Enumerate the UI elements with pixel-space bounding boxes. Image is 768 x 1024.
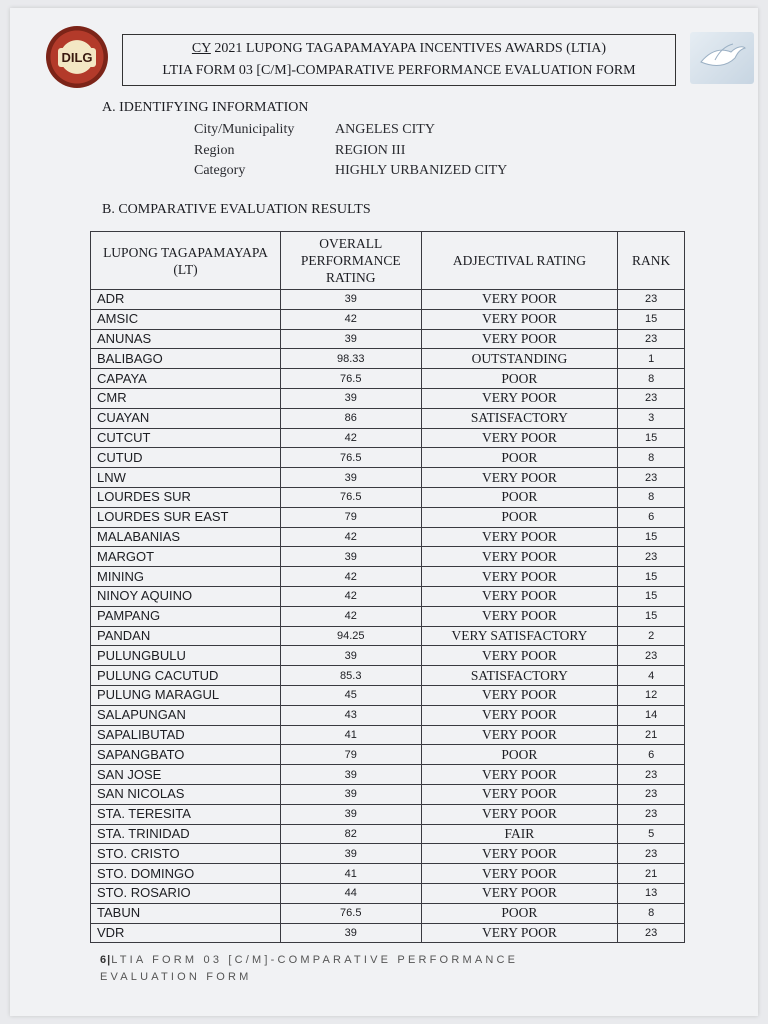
table-row: [91, 369, 685, 389]
table-row: [91, 567, 685, 587]
cell-lupong-name: STO. DOMINGO: [91, 864, 281, 884]
cell-lupong-name: ADR: [91, 290, 281, 310]
table-row: [91, 527, 685, 547]
cell-adjectival-rating: VERY POOR: [421, 290, 618, 310]
info-value: HIGHLY URBANIZED CITY: [335, 163, 508, 179]
cell-adjectival-rating: VERY POOR: [421, 646, 618, 666]
table-row: [91, 685, 685, 705]
cell-lupong-name: PULUNGBULU: [91, 646, 281, 666]
table-row: [91, 784, 685, 804]
column-header-overall-rating: OVERALL PERFORMANCE RATING: [281, 232, 422, 290]
cell-adjectival-rating: VERY POOR: [421, 309, 618, 329]
cell-lupong-name: PAMPANG: [91, 606, 281, 626]
document-page: [10, 8, 758, 1016]
title-line-1: [123, 38, 675, 60]
cell-lupong-name: TABUN: [91, 903, 281, 923]
cell-lupong-name: CMR: [91, 388, 281, 408]
dilg-seal-logo: [46, 26, 108, 88]
table-row: [91, 903, 685, 923]
cell-adjectival-rating: VERY POOR: [421, 428, 618, 448]
cell-adjectival-rating: POOR: [421, 369, 618, 389]
cell-overall-rating: 82: [281, 824, 422, 844]
column-header-lupong: LUPONG TAGAPAMAYAPA (LT): [91, 232, 281, 290]
cell-adjectival-rating: VERY POOR: [421, 527, 618, 547]
column-header-adjectival-rating: ADJECTIVAL RATING: [421, 232, 618, 290]
table-row: [91, 547, 685, 567]
cell-rank: 21: [618, 725, 685, 745]
cell-overall-rating: 42: [281, 567, 422, 587]
cell-lupong-name: VDR: [91, 923, 281, 943]
cell-adjectival-rating: VERY POOR: [421, 685, 618, 705]
cell-rank: 8: [618, 903, 685, 923]
seal-text: DILG: [58, 48, 95, 67]
cell-overall-rating: 79: [281, 745, 422, 765]
title-cy: CY: [191, 41, 211, 56]
page-footer: [100, 952, 620, 986]
cell-adjectival-rating: VERY POOR: [421, 844, 618, 864]
cell-adjectival-rating: VERY POOR: [421, 705, 618, 725]
cell-rank: 21: [618, 864, 685, 884]
cell-overall-rating: 42: [281, 309, 422, 329]
table-header-row: [91, 232, 685, 290]
cell-overall-rating: 76.5: [281, 487, 422, 507]
info-value: ANGELES CITY: [335, 122, 435, 138]
cell-rank: 15: [618, 567, 685, 587]
table-row: [91, 586, 685, 606]
cell-overall-rating: 98.33: [281, 349, 422, 369]
cell-overall-rating: 39: [281, 468, 422, 488]
cell-lupong-name: ANUNAS: [91, 329, 281, 349]
cell-overall-rating: 39: [281, 844, 422, 864]
evaluation-results-table: [90, 231, 685, 943]
cell-rank: 14: [618, 705, 685, 725]
info-row: [194, 120, 507, 141]
cell-adjectival-rating: VERY POOR: [421, 923, 618, 943]
cell-overall-rating: 42: [281, 586, 422, 606]
cell-adjectival-rating: VERY POOR: [421, 468, 618, 488]
cell-rank: 23: [618, 468, 685, 488]
cell-lupong-name: MARGOT: [91, 547, 281, 567]
cell-adjectival-rating: VERY SATISFACTORY: [421, 626, 618, 646]
cell-lupong-name: PANDAN: [91, 626, 281, 646]
cell-lupong-name: SAPALIBUTAD: [91, 725, 281, 745]
cell-overall-rating: 39: [281, 784, 422, 804]
cell-rank: 23: [618, 290, 685, 310]
cell-overall-rating: 76.5: [281, 369, 422, 389]
table-row: [91, 824, 685, 844]
cell-overall-rating: 39: [281, 765, 422, 785]
cell-lupong-name: SALAPUNGAN: [91, 705, 281, 725]
cell-adjectival-rating: VERY POOR: [421, 586, 618, 606]
table-row: [91, 349, 685, 369]
cell-rank: 13: [618, 883, 685, 903]
table-row: [91, 883, 685, 903]
cell-rank: 23: [618, 784, 685, 804]
cell-rank: 2: [618, 626, 685, 646]
cell-overall-rating: 39: [281, 646, 422, 666]
cell-overall-rating: 42: [281, 527, 422, 547]
cell-rank: 8: [618, 448, 685, 468]
cell-rank: 8: [618, 487, 685, 507]
cell-overall-rating: 39: [281, 923, 422, 943]
cell-overall-rating: 79: [281, 507, 422, 527]
cell-rank: 23: [618, 923, 685, 943]
cell-overall-rating: 94.25: [281, 626, 422, 646]
cell-lupong-name: NINOY AQUINO: [91, 586, 281, 606]
cell-overall-rating: 85.3: [281, 666, 422, 686]
cell-lupong-name: CUTCUT: [91, 428, 281, 448]
info-label: Region: [194, 142, 235, 158]
cell-overall-rating: 42: [281, 428, 422, 448]
cell-overall-rating: 44: [281, 883, 422, 903]
cell-lupong-name: LOURDES SUR: [91, 487, 281, 507]
cell-rank: 23: [618, 547, 685, 567]
info-row: [194, 141, 507, 162]
cell-lupong-name: MINING: [91, 567, 281, 587]
cell-overall-rating: 39: [281, 547, 422, 567]
info-value: REGION III: [335, 142, 406, 158]
cell-rank: 15: [618, 586, 685, 606]
cell-adjectival-rating: VERY POOR: [421, 329, 618, 349]
cell-lupong-name: SAPANGBATO: [91, 745, 281, 765]
info-row: [194, 161, 507, 182]
cell-overall-rating: 39: [281, 388, 422, 408]
cell-rank: 6: [618, 507, 685, 527]
table-row: [91, 606, 685, 626]
cell-overall-rating: 39: [281, 290, 422, 310]
page-number: 6: [100, 954, 108, 966]
title-line-2: LTIA FORM 03 [C/M]-COMPARATIVE PERFORMANCE EVALUATION FORM: [162, 63, 636, 78]
cell-rank: 15: [618, 428, 685, 448]
cell-lupong-name: LOURDES SUR EAST: [91, 507, 281, 527]
cell-rank: 15: [618, 309, 685, 329]
cell-adjectival-rating: POOR: [421, 903, 618, 923]
cell-rank: 23: [618, 804, 685, 824]
cell-lupong-name: SAN NICOLAS: [91, 784, 281, 804]
table-row: [91, 507, 685, 527]
cell-adjectival-rating: VERY POOR: [421, 725, 618, 745]
cell-overall-rating: 76.5: [281, 448, 422, 468]
cell-adjectival-rating: VERY POOR: [421, 567, 618, 587]
table-row: [91, 745, 685, 765]
cell-rank: 3: [618, 408, 685, 428]
cell-rank: 23: [618, 646, 685, 666]
cell-adjectival-rating: POOR: [421, 487, 618, 507]
cell-adjectival-rating: VERY POOR: [421, 388, 618, 408]
identifying-info: [194, 120, 507, 182]
table-row: [91, 844, 685, 864]
cell-lupong-name: SAN JOSE: [91, 765, 281, 785]
column-header-rank: RANK: [618, 232, 685, 290]
cell-adjectival-rating: POOR: [421, 745, 618, 765]
cell-adjectival-rating: VERY POOR: [421, 765, 618, 785]
cell-lupong-name: LNW: [91, 468, 281, 488]
cell-lupong-name: STO. ROSARIO: [91, 883, 281, 903]
cell-overall-rating: 86: [281, 408, 422, 428]
table-row: [91, 468, 685, 488]
table-row: [91, 725, 685, 745]
cell-overall-rating: 39: [281, 804, 422, 824]
table-row: [91, 487, 685, 507]
cell-overall-rating: 42: [281, 606, 422, 626]
cell-rank: 15: [618, 606, 685, 626]
table-row: [91, 448, 685, 468]
cell-lupong-name: PULUNG MARAGUL: [91, 685, 281, 705]
info-label: Category: [194, 163, 246, 179]
cell-rank: 12: [618, 685, 685, 705]
cell-lupong-name: AMSIC: [91, 309, 281, 329]
cell-adjectival-rating: VERY POOR: [421, 864, 618, 884]
table-row: [91, 705, 685, 725]
table-row: [91, 290, 685, 310]
footer-separator: |: [107, 954, 112, 966]
section-a-heading: A. IDENTIFYING INFORMATION: [102, 100, 309, 115]
table-row: [91, 666, 685, 686]
cell-adjectival-rating: SATISFACTORY: [421, 408, 618, 428]
cell-rank: 8: [618, 369, 685, 389]
cell-lupong-name: CUAYAN: [91, 408, 281, 428]
cell-adjectival-rating: VERY POOR: [421, 804, 618, 824]
cell-adjectival-rating: POOR: [421, 448, 618, 468]
cell-rank: 23: [618, 388, 685, 408]
cell-lupong-name: CUTUD: [91, 448, 281, 468]
cell-lupong-name: STO. CRISTO: [91, 844, 281, 864]
cell-adjectival-rating: VERY POOR: [421, 784, 618, 804]
table-row: [91, 646, 685, 666]
table-row: [91, 388, 685, 408]
cell-rank: 1: [618, 349, 685, 369]
cell-adjectival-rating: VERY POOR: [421, 883, 618, 903]
info-label: City/Municipality: [194, 122, 295, 138]
cell-lupong-name: PULUNG CACUTUD: [91, 666, 281, 686]
table-row: [91, 428, 685, 448]
table-row: [91, 626, 685, 646]
table-row: [91, 408, 685, 428]
cell-overall-rating: 41: [281, 864, 422, 884]
cell-overall-rating: 45: [281, 685, 422, 705]
table-row: [91, 329, 685, 349]
cell-lupong-name: CAPAYA: [91, 369, 281, 389]
dove-icon: [697, 40, 747, 76]
cell-lupong-name: BALIBAGO: [91, 349, 281, 369]
title-line-1-text: 2021 LUPONG TAGAPAMAYAPA INCENTIVES AWARDS (LTIA): [210, 41, 607, 56]
cell-rank: 23: [618, 329, 685, 349]
cell-rank: 4: [618, 666, 685, 686]
table-row: [91, 309, 685, 329]
section-b-heading: B. COMPARATIVE EVALUATION RESULTS: [102, 202, 371, 217]
form-title-box: [122, 34, 676, 86]
cell-adjectival-rating: VERY POOR: [421, 606, 618, 626]
cell-rank: 6: [618, 745, 685, 765]
cell-overall-rating: 39: [281, 329, 422, 349]
ltia-dove-logo: [690, 32, 754, 84]
cell-lupong-name: STA. TERESITA: [91, 804, 281, 824]
cell-overall-rating: 41: [281, 725, 422, 745]
cell-rank: 15: [618, 527, 685, 547]
cell-rank: 23: [618, 844, 685, 864]
cell-adjectival-rating: POOR: [421, 507, 618, 527]
cell-lupong-name: MALABANIAS: [91, 527, 281, 547]
cell-adjectival-rating: SATISFACTORY: [421, 666, 618, 686]
cell-rank: 5: [618, 824, 685, 844]
cell-adjectival-rating: VERY POOR: [421, 547, 618, 567]
table-row: [91, 923, 685, 943]
cell-overall-rating: 76.5: [281, 903, 422, 923]
cell-adjectival-rating: OUTSTANDING: [421, 349, 618, 369]
cell-rank: 23: [618, 765, 685, 785]
cell-adjectival-rating: FAIR: [421, 824, 618, 844]
table-row: [91, 864, 685, 884]
footer-text: LTIA FORM 03 [C/M]-COMPARATIVE PERFORMANCE EVALUATION FORM: [100, 954, 519, 983]
cell-overall-rating: 43: [281, 705, 422, 725]
table-row: [91, 804, 685, 824]
table-row: [91, 765, 685, 785]
cell-lupong-name: STA. TRINIDAD: [91, 824, 281, 844]
